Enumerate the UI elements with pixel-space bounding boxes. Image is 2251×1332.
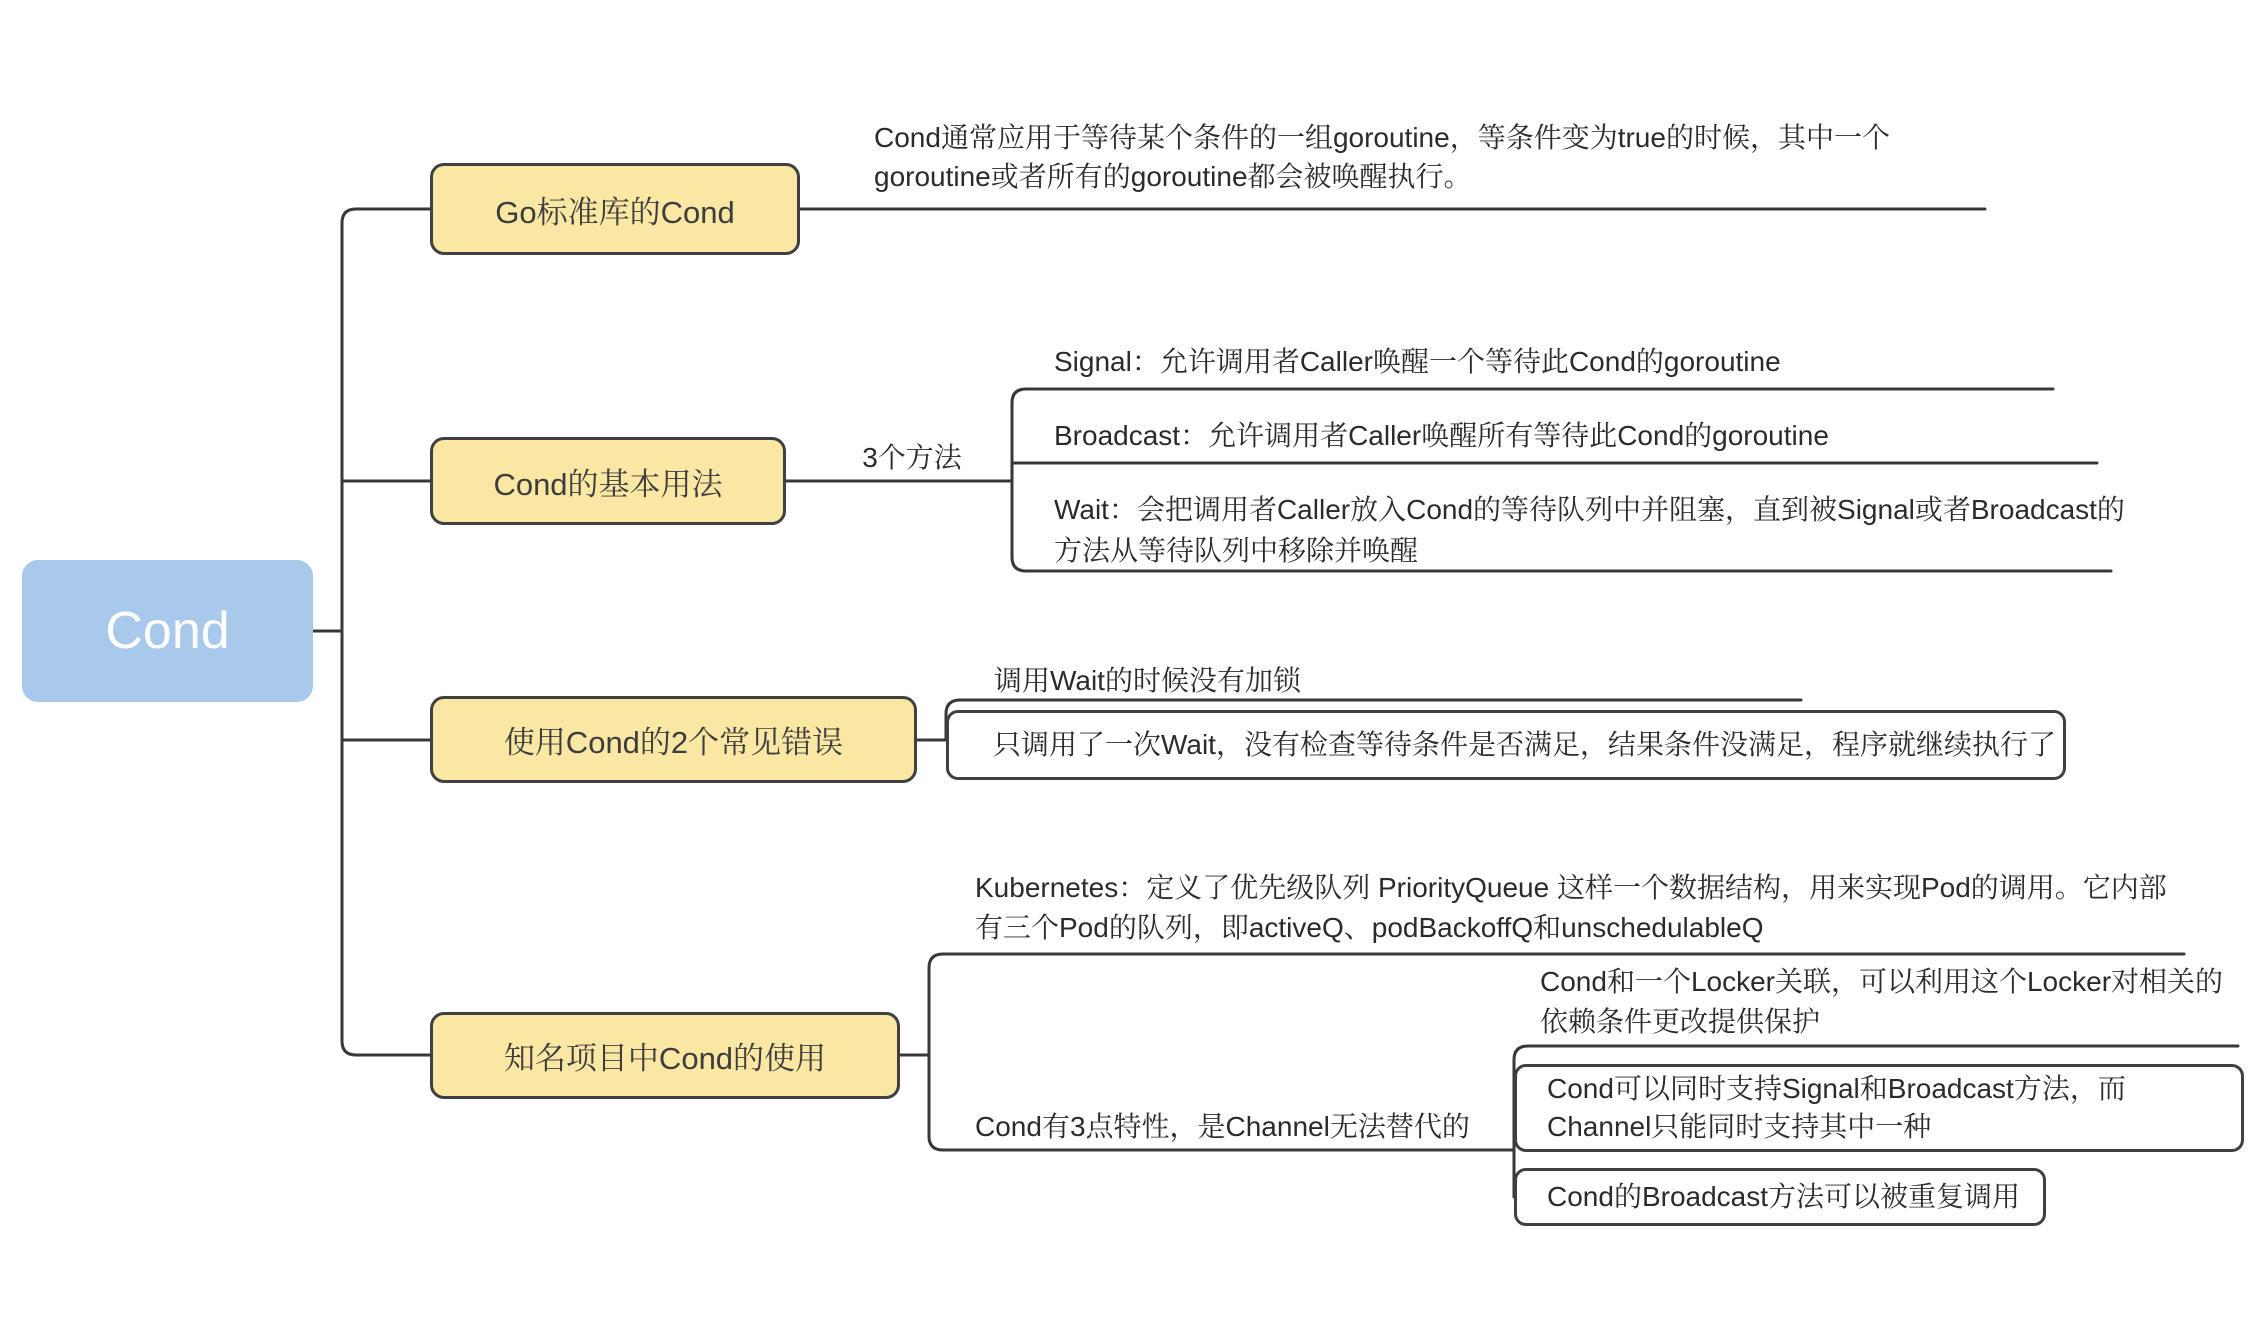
leaf-feature-signal-broadcast[interactable] <box>1514 1064 2244 1152</box>
leaf-mistake-single-wait[interactable] <box>946 710 2066 780</box>
leaf-feature-repeat-broadcast[interactable] <box>1514 1168 2046 1226</box>
leaf-text: 只调用了一次Wait，没有检查等待条件是否满足，结果条件没满足，程序就继续执行了 <box>993 729 2056 760</box>
topic-label: Go标准库的Cond <box>495 194 735 230</box>
topic-label: 使用Cond的2个常见错误 <box>503 725 844 760</box>
leaf-text: Broadcast：允许调用者Caller唤醒所有等待此Cond的goroutine <box>1054 420 1829 451</box>
edge-label-3-methods <box>850 436 974 476</box>
leaf-mistake-no-lock[interactable] <box>994 661 1814 700</box>
leaf-text: Cond和一个Locker关联，可以利用这个Locker对相关的依赖条件更改提供保护 <box>1540 966 2224 1037</box>
leaf-text: Cond的Broadcast方法可以被重复调用 <box>1547 1181 2021 1212</box>
leaf-text: Cond有3点特性，是Channel无法替代的 <box>975 1111 1470 1142</box>
leaf-text: Cond可以同时支持Signal和Broadcast方法，而Channel只能同时支持其中一种 <box>1547 1073 2126 1142</box>
leaf-wait[interactable] <box>1054 489 2134 571</box>
connector-spine-up <box>342 209 430 631</box>
topic-go-stdlib-cond[interactable] <box>430 163 800 255</box>
edge-label-text: 3个方法 <box>862 442 962 473</box>
topic-cond-basic-usage[interactable] <box>430 437 786 525</box>
leaf-kubernetes[interactable] <box>975 868 2190 948</box>
leaf-text: Signal：允许调用者Caller唤醒一个等待此Cond的goroutine <box>1054 346 1781 377</box>
topic-cond-in-famous-projects[interactable] <box>430 1012 900 1099</box>
leaf-signal[interactable] <box>1054 342 2074 381</box>
topic-common-mistakes[interactable] <box>430 696 917 783</box>
topic-label: 知名项目中Cond的使用 <box>503 1041 827 1076</box>
root-node-label: Cond <box>105 602 230 660</box>
leaf-text: Wait：会把调用者Caller放入Cond的等待队列中并阻塞，直到被Signal或者Broadcast的方法从等待队列中移除并唤醒 <box>1054 494 2125 566</box>
leaf-feature-locker[interactable] <box>1540 962 2240 1042</box>
leaf-text: 调用Wait的时候没有加锁 <box>994 665 1301 696</box>
root-node-cond[interactable] <box>22 560 313 702</box>
leaf-text: Kubernetes：定义了优先级队列 PriorityQueue 这样一个数据结构，用来实现Pod的调用。它内部有三个Pod的队列，即activeQ、podBackoffQ和unschedulableQ <box>975 872 2167 943</box>
leaf-text: Cond通常应用于等待某个条件的一组goroutine，等条件变为true的时候，其中一个goroutine或者所有的goroutine都会被唤醒执行。 <box>874 122 1890 192</box>
leaf-cond-3-features[interactable] <box>975 1107 1535 1146</box>
connector-spine-down <box>342 631 430 1055</box>
leaf-broadcast[interactable] <box>1054 416 2114 455</box>
topic-label: Cond的基本用法 <box>493 466 723 502</box>
leaf-cond-description[interactable] <box>874 118 1959 196</box>
